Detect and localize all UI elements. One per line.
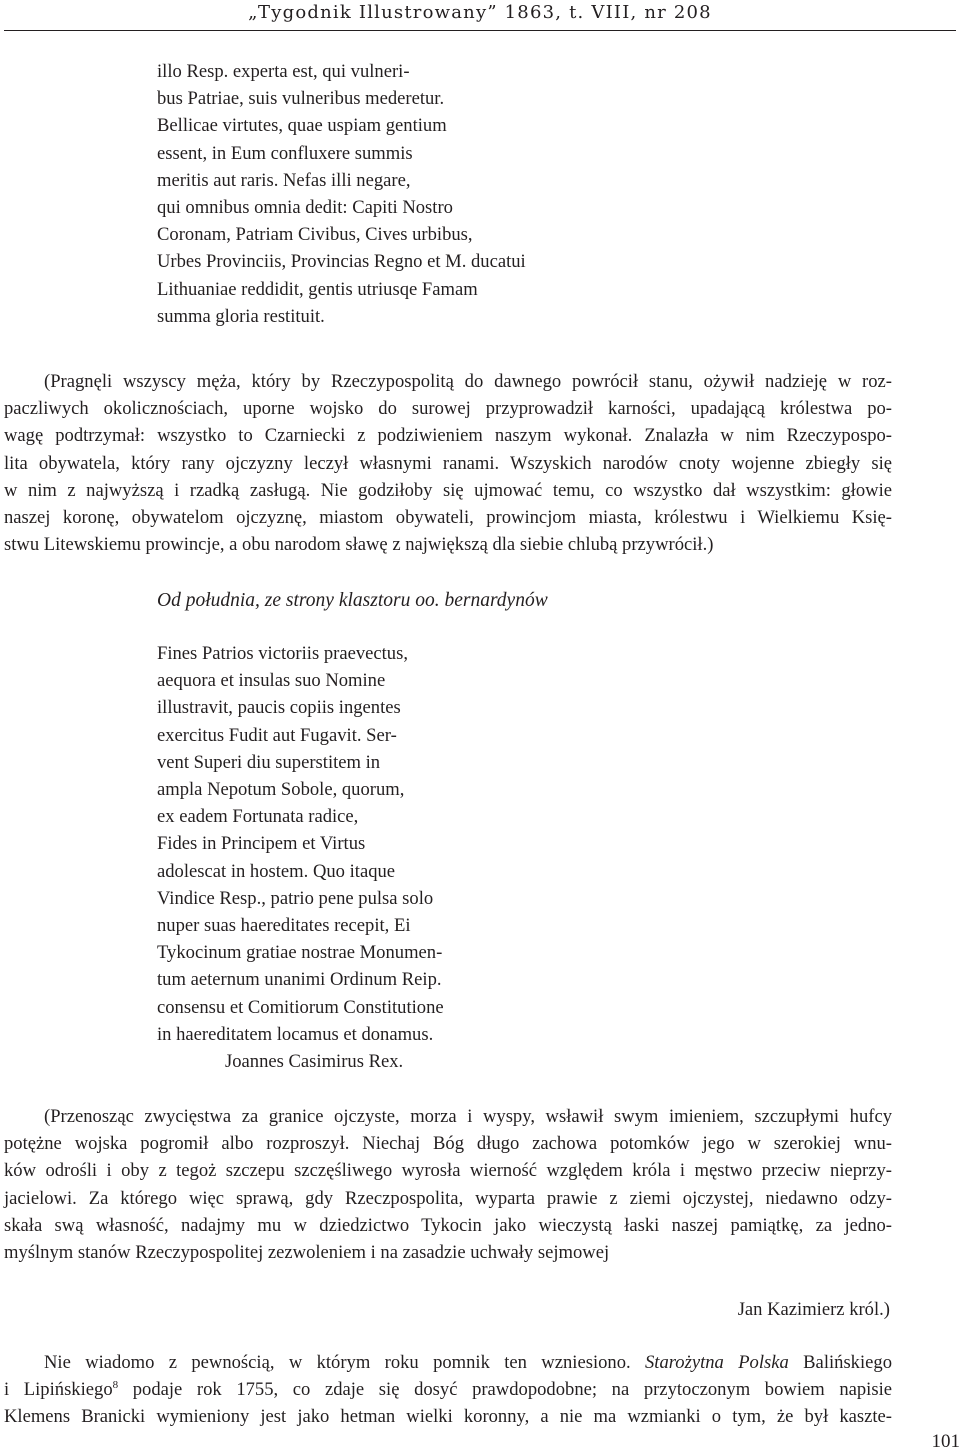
paragraph-line: wagę podtrzymał: wszystko to Czarniecki z podziwieniem naszym wykonał. Znalazła w nim Rzeczypospo- [4, 425, 892, 447]
text-run: Balińskiego [788, 1352, 892, 1373]
text-run: i Lipińskiego [4, 1379, 113, 1401]
running-header: „Tygodnik Illustrowany” 1863, t. VIII, nr 208 [248, 2, 712, 23]
translation-paragraph-1 [4, 368, 892, 558]
inscription-line: ampla Nepotum Sobole, quorum, [157, 779, 405, 801]
paragraph-line: naszej koronę, obywatelom ojczyznę, miastom obywateli, prowincjom miasta, królestwu i Wielkiemu Księ- [4, 507, 892, 529]
paragraph-line: w nim z najwyższą i rzadką zasługą. Nie godziłoby się ujmować temu, co wszystko dał wszystkim: głowie [4, 479, 892, 501]
paragraph-line: jacielowi. Za którego więc sprawą, gdy Rzeczpospolita, wyparta prawie z ziemi ojczystej, niedawno odzy- [4, 1187, 892, 1209]
paragraph-line: (Pragnęli wszyscy męża, który by Rzeczypospolitą do dawnego powrócił stanu, ożywił nadzieję w roz- [44, 371, 892, 392]
inscription-line: Fines Patrios victoriis praevectus, [157, 643, 408, 664]
inscription-line: Coronam, Patriam Civibus, Cives urbibus, [157, 224, 473, 246]
inscription-line: bus Patriae, suis vulneribus mederetur. [157, 88, 445, 110]
paragraph-line: ków odrośli i oby z tegoż szczepu szczęśliwego wyrosła wierność względem króla i męstwo przeciw nieprzy- [4, 1160, 892, 1182]
inscription-line: consensu et Comitiorum Constitutione [157, 996, 444, 1018]
translation-paragraph-2 [4, 1103, 892, 1266]
inscription-line: aequora et insulas suo Nomine [157, 670, 386, 692]
inscription-line: Tykocinum gratiae nostrae Monumen- [157, 942, 443, 964]
inscription-line: Vindice Resp., patrio pene pulsa solo [157, 887, 434, 909]
book-title: Starożytna Polska [645, 1352, 789, 1373]
inscription-line: in haereditatem locamus et donamus. [157, 1023, 434, 1045]
footnote-marker[interactable]: 8 [112, 1379, 119, 1392]
inscription-line: essent, in Eum confluxere summis [157, 142, 413, 164]
page-number: 101 [931, 1431, 960, 1452]
inscription-line: summa gloria restituit. [157, 305, 325, 327]
inscription-line: illo Resp. experta est, qui vulneri- [157, 61, 410, 82]
inscription-line: Urbes Provinciis, Provincias Regno et M. ducatui [157, 251, 526, 273]
inscription-signature: Joannes Casimirus Rex. [225, 1051, 404, 1073]
inscription-north [157, 58, 597, 330]
inscription-line: illustravit, paucis copiis ingentes [157, 697, 401, 719]
inscription-line: ex eadem Fortunata radice, [157, 806, 359, 828]
paragraph-line: stwu Litewskiemu prowincje, a obu narodom sławę z największą dla siebie chlubą przywrócił.) [4, 534, 714, 556]
paragraph-line: skała swą własność, nadajmy mu w dziedzictwo Tykocin jako wieczystą łaski naszej pamiątkę, za jedno- [4, 1214, 892, 1236]
text-run: Nie wiadomo z pewnością, w którym roku pomnik ten wzniesiono. [44, 1352, 645, 1373]
inscription-line: qui omnibus omnia dedit: Capiti Nostro [157, 197, 453, 219]
translation-signature: Jan Kazimierz król.) [737, 1299, 890, 1320]
inscription-line: Fides in Principem et Virtus [157, 833, 366, 855]
paragraph-line: (Przenosząc zwycięstwa za granice ojczyste, morza i wyspy, wsławił swym imieniem, szczupłymi hufcy [44, 1106, 892, 1127]
inscription-line: meritis aut raris. Nefas illi negare, [157, 169, 411, 191]
inscription-line: adolescat in hostem. Quo itaque [157, 860, 396, 882]
paragraph-line: potężne wojska pogromił albo rozproszył. Niechaj Bóg długo zachowa potomków jego w szerokiej wnu- [4, 1133, 892, 1155]
inscription-line: nuper suas haereditates recepit, Ei [157, 915, 411, 937]
inscription-line: exercitus Fudit aut Fugavit. Ser- [157, 724, 397, 746]
closing-paragraph [4, 1349, 892, 1431]
paragraph-line: myślnym stanów Rzeczypospolitej zezwoleniem i na zasadzie uchwały sejmowej [4, 1242, 610, 1264]
text-run: podaje rok 1755, co zdaje się dosyć prawdopodobne; na przytoczonym bowiem napisie [118, 1379, 892, 1401]
header-rule [4, 30, 956, 31]
inscription-south [157, 640, 597, 1075]
inscription-line: vent Superi diu superstitem in [157, 751, 381, 773]
inscription-line: Bellicae virtutes, quae uspiam gentium [157, 115, 447, 137]
section-caption: Od południa, ze strony klasztoru oo. bernardynów [157, 590, 548, 611]
paragraph-line: lita obywatela, który rany ojczyzny leczył własnymi ranami. Wszyskich narodów cnoty wojenne zbiegły się [4, 452, 892, 474]
paragraph-line [4, 1349, 892, 1376]
inscription-line: Lithuaniae reddidit, gentis utriusqe Famam [157, 278, 478, 300]
paragraph-line: paczliwych okolicznościach, uporne wojsko do surowej przyprowadził karności, upadającą królestwa po- [4, 398, 892, 420]
paragraph-line: Klemens Branicki wymieniony jest jako hetman wielki koronny, a nie ma wzmianki o tym, że był kaszte- [4, 1406, 892, 1428]
inscription-line: tum aeternum unanimi Ordinum Reip. [157, 969, 442, 991]
paragraph-line [4, 1376, 892, 1403]
